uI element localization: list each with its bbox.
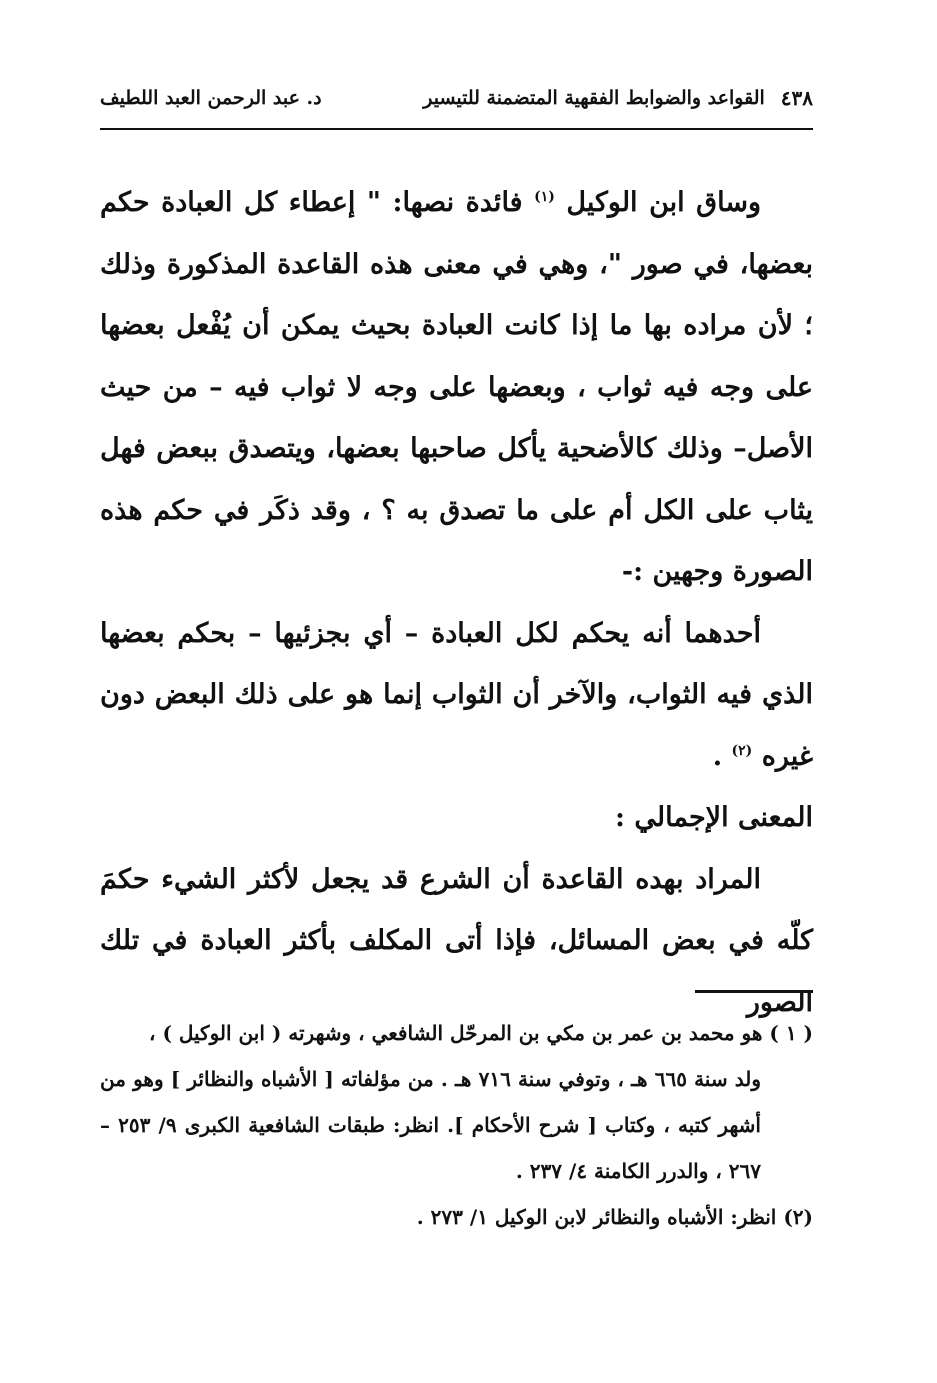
footnote-rule <box>695 990 813 993</box>
footnote-ref-1: (١) <box>534 189 555 205</box>
page-number: ٤٣٨ <box>780 86 813 110</box>
paragraph-1-rest: فائدة نصها: " إعطاء كل العبادة حكم بعضها، في صور "، وهي في معنى هذه القاعدة المذكورة وذلك ؛ لأن مراده بها ما إذا كانت العبادة بحيث يمكن أن يُفْعل بعضها على وجه فيه ثواب ، وبعضها على وجه لا ثواب فيه – من حيث الأصل– وذلك كالأضحية يأكل صاحبها بعضها، ويتصدق ببعض فهل يثاب على الكل أم على ما تصدق به ؟ ، وقد ذكَر في حكم هذه الصورة وجهين :- <box>100 187 813 587</box>
book-title: القواعد والضوابط الفقهية المتضمنة للتيسير <box>423 87 765 109</box>
paragraph-1 <box>100 172 813 603</box>
main-text <box>100 172 813 1033</box>
paragraph-2-end: . <box>712 740 723 772</box>
paragraph-3: المراد بهده القاعدة أن الشرع قد يجعل لأكثر الشيء حكمَ كلّه في بعض المسائل، فإذا أتى المكلف بأكثر العبادة في تلك الصور <box>100 863 813 1018</box>
paragraph-1-start: وساق ابن الوكيل <box>566 187 761 218</box>
paragraph-2-text: أحدهما أنه يحكم لكل العبادة – أي بجزئيها – بحكم بعضها الذي فيه الثواب، والآخر أن الثواب إنما هو على ذلك البعض دون غيره <box>100 617 813 772</box>
footnote-ref-2: (٢) <box>731 742 753 759</box>
footnote-2: (٢) انظر: الأشباه والنظائر لابن الوكيل ١/ ٢٧٣ . <box>416 1205 813 1229</box>
footnotes <box>100 1010 813 1240</box>
footnote-1-first-line: ( ١ ) هو محمد بن عمر بن مكي بن المرحّل الشافعي ، وشهرته ( ابن الوكيل ) ، <box>149 1021 813 1045</box>
section-heading: المعنى الإجمالي : <box>615 802 813 833</box>
running-header <box>100 78 813 118</box>
header-rule <box>100 128 813 130</box>
footnote-1-continuation: ولد سنة ٦٦٥ هـ ، وتوفي سنة ٧١٦ هـ . من مؤلفاته [ الأشباه والنظائر ] وهو من أشهر كتبه ، وكتاب [ شرح الأحكام ]. انظر: طبقات الشافعية الكبرى ٩/ ٢٥٣ – ٢٦٧ ، والدرر الكامنة ٤/ ٢٣٧ . <box>100 1067 761 1183</box>
author-name: د. عبد الرحمن العبد اللطيف <box>100 87 322 109</box>
paragraph-2 <box>100 603 813 788</box>
